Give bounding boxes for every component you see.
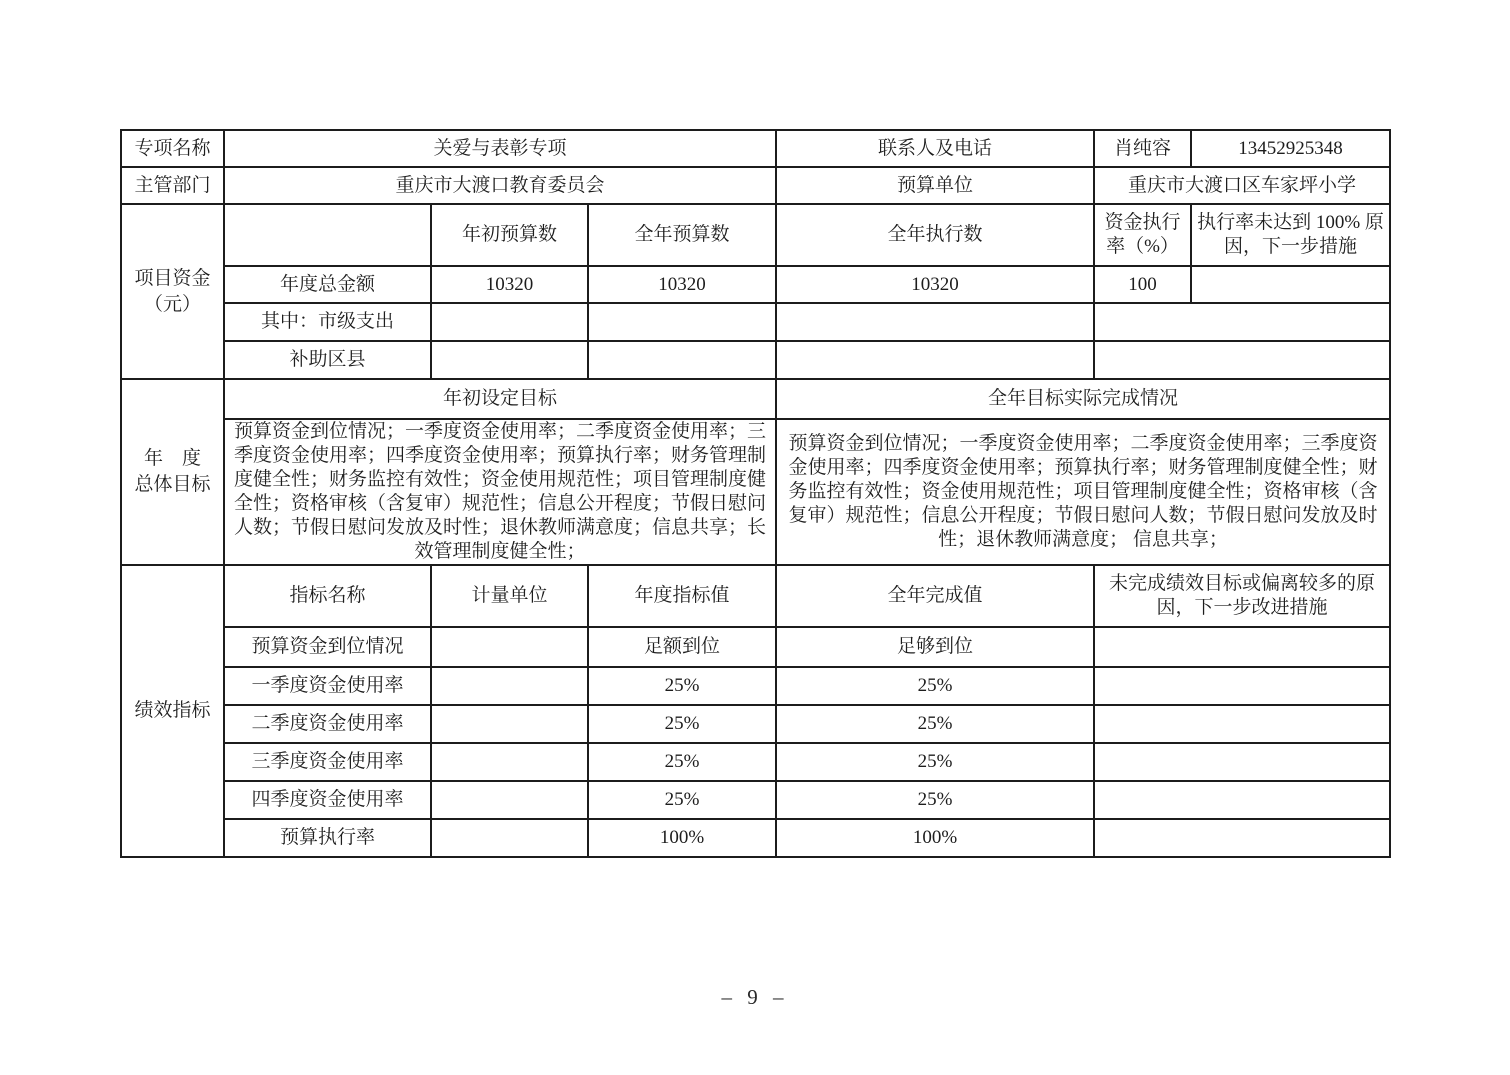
perf-row-name: 预算资金到位情况 xyxy=(224,627,431,667)
dept-label: 主管部门 xyxy=(121,167,224,204)
perf-row-target: 100% xyxy=(588,819,776,857)
table-row xyxy=(121,565,1390,627)
budget-unit-label: 预算单位 xyxy=(776,167,1094,204)
table-row xyxy=(121,204,1390,266)
funding-total-reason xyxy=(1191,266,1390,303)
goals-initial-text: 预算资金到位情况；一季度资金使用率；二季度资金使用率；三季度资金使用率；四季度资金使用率；预算执行率；财务管理制度健全性；财务监控有效性；资金使用规范性；项目管理制度健全性；资格审核（含复审）规范性；信息公开程度；节假日慰问人数；节假日慰问发放及时性；退休教师满意度；信息共享；长效管理制度健全性； xyxy=(224,419,776,565)
table-row xyxy=(121,419,1390,565)
contact-phone: 13452925348 xyxy=(1191,130,1390,167)
perf-row-target: 25% xyxy=(588,705,776,743)
goals-col-actual: 全年目标实际完成情况 xyxy=(776,379,1390,419)
funding-municipal-executed xyxy=(776,303,1094,341)
perf-col-target: 年度指标值 xyxy=(588,565,776,627)
perf-row-unit xyxy=(431,705,588,743)
contact-label: 联系人及电话 xyxy=(776,130,1094,167)
funding-total-annual: 10320 xyxy=(588,266,776,303)
table-row xyxy=(121,743,1390,781)
perf-row-unit xyxy=(431,743,588,781)
performance-report-table xyxy=(120,129,1391,858)
performance-section-label: 绩效指标 xyxy=(121,565,224,857)
perf-col-name: 指标名称 xyxy=(224,565,431,627)
perf-row-name: 一季度资金使用率 xyxy=(224,667,431,705)
table-row xyxy=(121,167,1390,204)
perf-row-unit xyxy=(431,667,588,705)
perf-row-target: 25% xyxy=(588,781,776,819)
goals-col-initial: 年初设定目标 xyxy=(224,379,776,419)
perf-row-name: 预算执行率 xyxy=(224,819,431,857)
perf-row-reason xyxy=(1094,705,1390,743)
funding-section-label xyxy=(121,204,224,379)
perf-row-reason xyxy=(1094,667,1390,705)
perf-row-completed: 25% xyxy=(776,705,1094,743)
table-row xyxy=(121,341,1390,379)
perf-row-completed: 25% xyxy=(776,781,1094,819)
perf-row-reason xyxy=(1094,743,1390,781)
table-row xyxy=(121,705,1390,743)
page-number: – 9 – xyxy=(721,985,789,1009)
funding-subheader-blank xyxy=(224,204,431,266)
table-row xyxy=(121,819,1390,857)
funding-row-subsidy-label: 补助区县 xyxy=(224,341,431,379)
perf-row-completed: 100% xyxy=(776,819,1094,857)
goals-section-label xyxy=(121,379,224,565)
goals-section-label-line1: 年 度 xyxy=(143,448,201,469)
table-row xyxy=(121,266,1390,303)
funding-total-initial: 10320 xyxy=(431,266,588,303)
perf-row-unit xyxy=(431,627,588,667)
funding-municipal-annual xyxy=(588,303,776,341)
perf-col-unit: 计量单位 xyxy=(431,565,588,627)
funding-subsidy-rate-reason xyxy=(1094,341,1390,379)
perf-row-unit xyxy=(431,819,588,857)
contact-name: 肖纯容 xyxy=(1094,130,1191,167)
funding-col-reason: 执行率未达到 100% 原因，下一步措施 xyxy=(1191,204,1390,266)
goals-actual-text: 预算资金到位情况；一季度资金使用率；二季度资金使用率；三季度资金使用率；四季度资金使用率；预算执行率；财务管理制度健全性；财务监控有效性；资金使用规范性；项目管理制度健全性；资格审核（含复审）规范性；信息公开程度；节假日慰问人数；节假日慰问发放及时性；退休教师满意度； 信息共享； xyxy=(776,419,1390,565)
funding-municipal-initial xyxy=(431,303,588,341)
funding-col-executed: 全年执行数 xyxy=(776,204,1094,266)
funding-col-initial: 年初预算数 xyxy=(431,204,588,266)
funding-subsidy-initial xyxy=(431,341,588,379)
funding-row-total-label: 年度总金额 xyxy=(224,266,431,303)
perf-row-reason xyxy=(1094,627,1390,667)
table-row xyxy=(121,303,1390,341)
perf-row-name: 四季度资金使用率 xyxy=(224,781,431,819)
funding-subsidy-executed xyxy=(776,341,1094,379)
funding-col-rate: 资金执行率（%） xyxy=(1094,204,1191,266)
table-row xyxy=(121,781,1390,819)
perf-row-completed: 25% xyxy=(776,743,1094,781)
special-name-label: 专项名称 xyxy=(121,130,224,167)
budget-unit-value: 重庆市大渡口区车家坪小学 xyxy=(1094,167,1390,204)
perf-row-target: 25% xyxy=(588,743,776,781)
perf-col-completed: 全年完成值 xyxy=(776,565,1094,627)
table-row xyxy=(121,667,1390,705)
perf-row-target: 足额到位 xyxy=(588,627,776,667)
funding-municipal-rate-reason xyxy=(1094,303,1390,341)
table-row xyxy=(121,130,1390,167)
table-row xyxy=(121,379,1390,419)
perf-row-completed: 足够到位 xyxy=(776,627,1094,667)
special-name-value: 关爱与表彰专项 xyxy=(224,130,776,167)
funding-total-executed: 10320 xyxy=(776,266,1094,303)
perf-row-name: 二季度资金使用率 xyxy=(224,705,431,743)
perf-row-reason xyxy=(1094,781,1390,819)
table-row xyxy=(121,627,1390,667)
perf-row-name: 三季度资金使用率 xyxy=(224,743,431,781)
funding-subsidy-annual xyxy=(588,341,776,379)
perf-row-completed: 25% xyxy=(776,667,1094,705)
funding-total-rate: 100 xyxy=(1094,266,1191,303)
perf-row-target: 25% xyxy=(588,667,776,705)
perf-col-reason: 未完成绩效目标或偏离较多的原因，下一步改进措施 xyxy=(1094,565,1390,627)
dept-value: 重庆市大渡口教育委员会 xyxy=(224,167,776,204)
funding-section-label-line1: 项目资金 xyxy=(134,267,211,289)
funding-col-annual: 全年预算数 xyxy=(588,204,776,266)
perf-row-reason xyxy=(1094,819,1390,857)
funding-section-label-line2: （元） xyxy=(143,293,201,315)
funding-row-municipal-label: 其中：市级支出 xyxy=(224,303,431,341)
perf-row-unit xyxy=(431,781,588,819)
goals-section-label-line2: 总体目标 xyxy=(134,474,211,495)
